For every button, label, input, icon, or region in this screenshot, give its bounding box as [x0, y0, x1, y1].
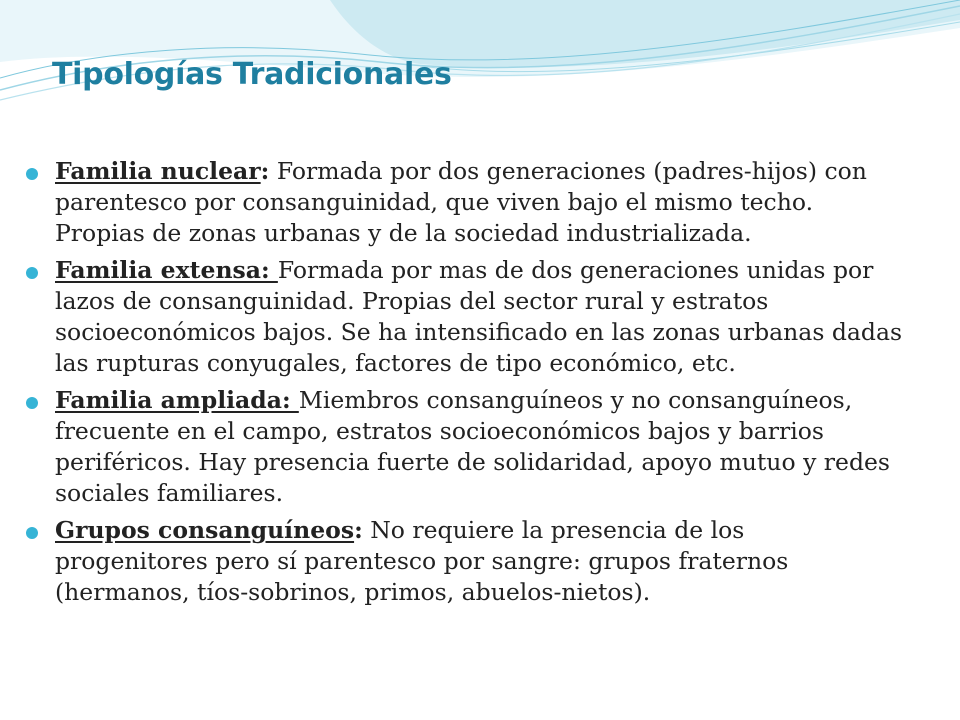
bullet-dot-icon: [26, 168, 38, 180]
definition-text: Formada por mas de dos generaciones unidas por lazos de consanguinidad. Propias del sector rural y estratos socioeconómicos bajos. Se ha intensificado en las zonas urbanas dadas las rupturas conyugales, factores de tipo económico, etc.: [55, 256, 903, 377]
bullet-dot-icon: [26, 397, 38, 409]
term-familia-ampliada: Familia ampliada:: [55, 386, 299, 414]
slide-title: Tipologías Tradicionales: [52, 57, 452, 92]
term-familia-extensa: Familia extensa:: [55, 256, 278, 284]
definition-text: Formada por dos generaciones (padres-hijos) con parentesco por consanguinidad, que viven bajo el mismo techo. Propias de zonas urbanas y de la sociedad industrializada.: [55, 157, 867, 247]
list-item: [22, 385, 902, 509]
bullet-dot-icon: [26, 267, 38, 279]
bullet-list: [22, 156, 902, 614]
list-item: [22, 255, 902, 379]
term-grupos-consanguineos: Grupos consanguíneos: [55, 516, 355, 544]
bullet-dot-icon: [26, 527, 38, 539]
list-item: [22, 156, 902, 249]
list-item: [22, 515, 902, 608]
definition-text: Miembros consanguíneos y no consanguíneos, frecuente en el campo, estratos socioeconómicos bajos y barrios periféricos. Hay presencia fuerte de solidaridad, apoyo mutuo y redes sociales familiares.: [55, 386, 890, 507]
term-separator: :: [260, 157, 270, 185]
definition-text: No requiere la presencia de los progenitores pero sí parentesco por sangre: grupos fraternos (hermanos, tíos-sobrinos, primos, abuelos-nietos).: [55, 516, 789, 606]
term-familia-nuclear: Familia nuclear: [55, 157, 261, 185]
term-separator: :: [354, 516, 363, 544]
